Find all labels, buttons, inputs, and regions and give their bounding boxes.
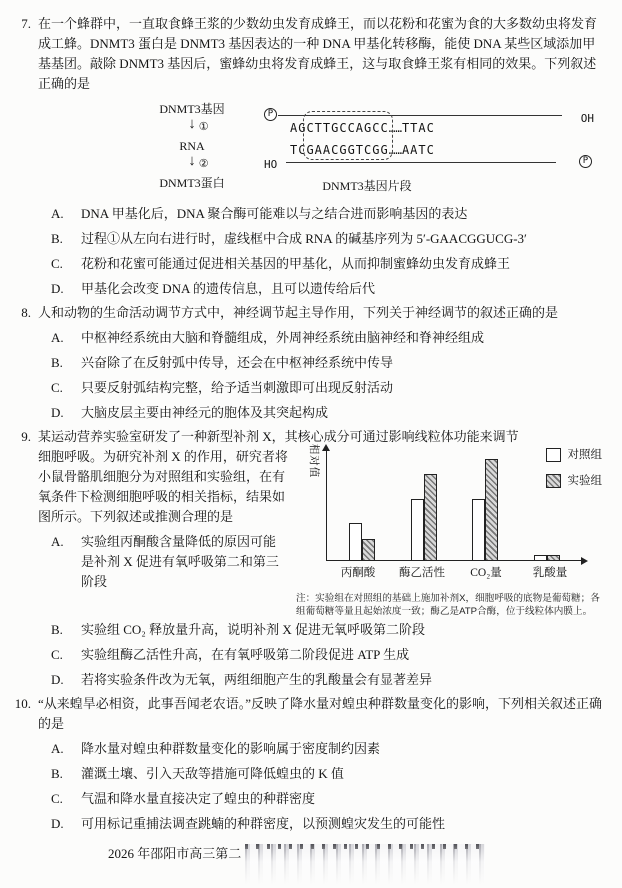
bar-experimental	[547, 555, 560, 560]
option-text: 兴奋除了在反射弧中传导，还会在中枢神经系统中传导	[81, 355, 394, 370]
seq-dots: ……	[388, 122, 402, 135]
option-text: 实验组丙酮酸含量降低的原因可能是补剂 X 促进有氧呼吸第二和第三阶段	[81, 534, 279, 589]
option-label: C.	[51, 647, 63, 662]
option-text: 甲基化会改变 DNA 的遗传信息，且可以遗传给后代	[81, 281, 375, 296]
option-text: 实验组酶乙活性升高，在有氧呼吸第二阶段促进 ATP 生成	[81, 647, 410, 662]
dna-fragment-diagram	[264, 102, 594, 198]
option-label: A.	[51, 330, 64, 345]
down-arrow-icon: ↓	[188, 153, 196, 169]
option-text: 若将实验条件改为无氧，两组细胞产生的乳酸量会有显著差异	[81, 672, 433, 687]
bar-group	[349, 523, 375, 560]
scan-smear-artifact	[245, 844, 485, 888]
x-tick-label: 丙酮酸	[340, 567, 376, 579]
y-axis-label: 相对值	[308, 443, 319, 479]
bar-experimental	[485, 459, 498, 560]
option-b	[38, 764, 608, 784]
option-text: 气温和降水量直接决定了蝗虫的种群密度	[81, 791, 316, 806]
option-b	[38, 229, 608, 249]
option-a	[38, 204, 608, 224]
legend-label: 对照组	[567, 449, 602, 461]
seq-boxed: CTTGCCAGCC	[306, 121, 389, 135]
x-tick-label: 乳酸量	[532, 567, 568, 579]
question-stem-rest: 细胞呼吸。为研究补剂 X 的作用，研究者将小鼠骨骼肌细胞分为对照组和实验组，在有氧条件下检测细胞呼吸的相关指标，结果如图所示。下列叙述或推测合理的是	[38, 449, 288, 524]
question-stem: 在一个蜂群中，一直取食蜂王浆的少数幼虫发育成蜂王，而以花粉和花蜜为食的大多数幼虫将发育成工蜂。DNMT3 蛋白是 DNMT3 基因表达的一种 DNA 甲基化转移酶，能使 DNA 某些区域添加甲基基团。敲除 DNMT3 基因后，蜜蜂幼虫将发育成蜂王，这与取食蜂王浆有相同的效果。下列叙述正确的是	[38, 16, 598, 91]
option-text: 降水量对蝗虫种群数量变化的影响属于密度制约因素	[81, 741, 381, 756]
question-7	[10, 14, 608, 299]
footer-text: 2026 年邵阳市高三第二	[108, 846, 242, 861]
legend-label: 实验组	[567, 475, 602, 487]
bar-plot	[326, 449, 582, 561]
option-c	[38, 254, 608, 274]
option-text: 只要反射弧结构完整，给予适当刺激即可出现反射活动	[81, 380, 394, 395]
question-number: 9.	[21, 429, 31, 444]
x-axis-labels	[326, 563, 582, 583]
question-8	[10, 303, 608, 423]
option-text: 可用标记重捕法调查跳蝻的种群密度，以预测蝗灾发生的可能性	[81, 816, 446, 831]
option-label: C.	[51, 380, 63, 395]
step-2	[146, 154, 238, 176]
question-10	[10, 694, 608, 834]
option-c	[38, 378, 608, 398]
option-a	[38, 532, 288, 592]
question-stem: 人和动物的生命活动调节方式中，神经调节起主导作用，下列关于神经调节的叙述正确的是	[38, 305, 559, 320]
option-label: A.	[51, 206, 64, 221]
gene-label: DNMT3基因	[159, 102, 225, 116]
fragment-label: DNMT3基因片段	[322, 179, 412, 193]
option-label: A.	[51, 741, 64, 756]
option-d	[38, 814, 608, 834]
step-1-circle: ①	[198, 121, 209, 133]
option-label: A.	[51, 534, 64, 549]
bar-group	[534, 555, 560, 560]
option-d	[38, 279, 608, 299]
option-label: C.	[51, 791, 63, 806]
bar-group	[411, 474, 437, 560]
option-a	[38, 328, 608, 348]
bar-control	[349, 523, 362, 560]
option-text: 花粉和花蜜可能通过促进相关基因的甲基化，从而抑制蜜蜂幼虫发育成蜂王	[81, 256, 511, 271]
option-label: D.	[51, 816, 64, 831]
option-text: 中枢神经系统由大脑和脊髓组成，外周神经系统由脑神经和脊神经组成	[81, 330, 485, 345]
option-a	[38, 739, 608, 759]
respiration-chart	[296, 443, 608, 618]
option-label: C.	[51, 256, 63, 271]
oh-end-label: OH	[580, 112, 594, 125]
option-label: D.	[51, 405, 64, 420]
phosphate-icon: P	[579, 155, 592, 168]
bottom-strand-line	[286, 162, 556, 163]
step-1	[146, 117, 238, 139]
option-label: B.	[51, 231, 63, 246]
question-number: 7.	[21, 16, 31, 31]
option-c	[38, 789, 608, 809]
chart-note: 注：实验组在对照组的基础上施加补剂X，细胞呼吸的底物是葡萄糖；各组葡萄糖等量且起始浓度一致；酶乙是ATP合酶，位于线粒体内膜上。	[296, 593, 600, 617]
option-c	[38, 645, 608, 665]
question-9	[10, 427, 608, 690]
seq-pre: TC	[290, 143, 307, 157]
option-b	[38, 353, 608, 373]
protein-label: DNMT3蛋白	[159, 176, 225, 190]
option-text: DNA 甲基化后，DNA 聚合酶可能难以与之结合进而影响基因的表达	[81, 206, 468, 221]
step-2-circle: ②	[198, 158, 209, 170]
question-number: 8.	[21, 305, 31, 320]
seq-pre: AG	[290, 121, 307, 135]
bar-control	[534, 555, 547, 560]
seq-boxed: GAACGGTCGG	[306, 143, 389, 157]
rna-label: RNA	[179, 139, 205, 153]
question-stem: “从来蝗旱必相资，此事吾闻老农语。”反映了降水量对蝗虫种群数量变化的影响，下列相关叙述正确的是	[38, 696, 603, 731]
x-tick-label: CO₂量	[470, 567, 502, 579]
bar-control	[411, 499, 424, 560]
option-text: 大脑皮层主要由神经元的胞体及其突起构成	[81, 405, 329, 420]
option-label: B.	[51, 622, 63, 637]
bar-experimental	[424, 474, 437, 560]
seq-dots: ……	[388, 144, 402, 157]
phosphate-icon: P	[264, 108, 277, 121]
option-d	[38, 403, 608, 423]
seq-post: TTAC	[401, 121, 435, 135]
option-label: B.	[51, 355, 63, 370]
page-footer	[10, 844, 608, 888]
dashed-highlight-box	[303, 111, 393, 160]
expression-flow	[146, 102, 238, 191]
option-label: D.	[51, 281, 64, 296]
option-text: 实验组 CO₂ 释放量升高，说明补剂 X 促进无氧呼吸第二阶段	[81, 622, 425, 637]
seq-post: AATC	[401, 143, 435, 157]
bar-group	[472, 459, 498, 560]
ho-end-label: HO	[264, 158, 278, 171]
x-tick-label: 酶乙活性	[399, 567, 445, 579]
bar-control	[472, 499, 485, 560]
bar-experimental	[362, 539, 375, 560]
option-b	[38, 620, 608, 640]
option-label: D.	[51, 672, 64, 687]
question-number: 10.	[14, 696, 31, 711]
question-stem-line1: 某运动营养实验室研发了一种新型补剂 X，其核心成分可通过影响线粒体功能来调节	[38, 429, 519, 444]
down-arrow-icon: ↓	[188, 116, 196, 132]
option-text: 灌溉土壤、引入天敌等措施可降低蝗虫的 K 值	[81, 766, 344, 781]
option-text: 过程①从左向右进行时，虚线框中合成 RNA 的碱基序列为 5′-GAACGGUCG-3′	[81, 231, 527, 246]
option-label: B.	[51, 766, 63, 781]
option-d	[38, 670, 608, 690]
gene-expression-diagram	[146, 102, 608, 198]
